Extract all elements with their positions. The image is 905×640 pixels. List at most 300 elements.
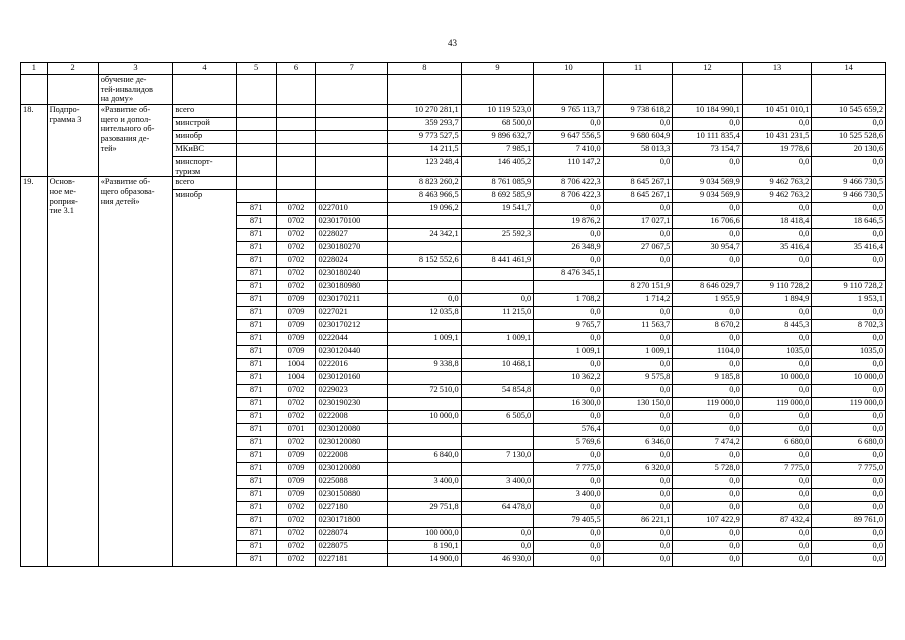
value-cell: 119 000,0 (673, 398, 743, 411)
value-cell: 68 500,0 (461, 117, 534, 130)
grbs-code: 871 (236, 541, 276, 554)
value-cell (461, 268, 534, 281)
csr-code: 0230120080 (316, 424, 388, 437)
table-cell (276, 143, 316, 156)
grbs-code: 871 (236, 229, 276, 242)
csr-code: 0230170100 (316, 216, 388, 229)
csr-code: 0228074 (316, 528, 388, 541)
value-cell (461, 437, 534, 450)
value-cell: 0,0 (534, 229, 604, 242)
csr-code: 0230120440 (316, 346, 388, 359)
value-cell: 8 670,2 (673, 320, 743, 333)
value-cell: 0,0 (812, 476, 886, 489)
csr-code: 0222008 (316, 450, 388, 463)
value-cell: 0,0 (534, 450, 604, 463)
value-cell (534, 281, 604, 294)
table-cell (461, 75, 534, 105)
value-cell (388, 515, 462, 528)
table-cell (173, 75, 236, 105)
grbs-code: 871 (236, 424, 276, 437)
value-cell: 0,0 (742, 489, 812, 502)
value-cell: 9 896 632,7 (461, 130, 534, 143)
csr-code: 0230190230 (316, 398, 388, 411)
rzpr-code: 0709 (276, 463, 316, 476)
value-cell: 3 400,0 (534, 489, 604, 502)
value-cell: 0,0 (603, 424, 673, 437)
value-cell (388, 437, 462, 450)
value-cell: 18 418,4 (742, 216, 812, 229)
value-cell: 0,0 (673, 229, 743, 242)
value-cell: 576,4 (534, 424, 604, 437)
value-cell: 0,0 (742, 229, 812, 242)
rzpr-code: 0709 (276, 294, 316, 307)
value-cell: 25 592,3 (461, 229, 534, 242)
cell-line: Подпро- (49, 104, 80, 114)
value-cell: 26 348,9 (534, 242, 604, 255)
value-cell: 20 130,6 (812, 143, 886, 156)
value-cell: 0,0 (742, 528, 812, 541)
event-title (98, 177, 173, 567)
value-cell (388, 398, 462, 411)
value-cell (388, 346, 462, 359)
value-cell: 0,0 (603, 554, 673, 567)
value-cell: 0,0 (603, 502, 673, 515)
value-cell: 0,0 (534, 255, 604, 268)
value-cell: 0,0 (673, 307, 743, 320)
value-cell: 1 708,2 (534, 294, 604, 307)
value-cell: 0,0 (534, 554, 604, 567)
table-cell (236, 156, 276, 176)
value-cell: 5 769,6 (534, 437, 604, 450)
value-cell: 1035,0 (742, 346, 812, 359)
value-cell: 9 110 728,2 (812, 281, 886, 294)
value-cell: 7 410,0 (534, 143, 604, 156)
value-cell: 0,0 (603, 333, 673, 346)
value-cell: 89 761,0 (812, 515, 886, 528)
value-cell: 0,0 (812, 411, 886, 424)
value-cell: 1 009,1 (461, 333, 534, 346)
rzpr-code: 0702 (276, 255, 316, 268)
value-cell: 0,0 (534, 117, 604, 130)
value-cell: 0,0 (603, 450, 673, 463)
table-cell (236, 143, 276, 156)
rzpr-code: 0709 (276, 450, 316, 463)
value-cell: 9 110 728,2 (742, 281, 812, 294)
cell-line: туризм (175, 166, 201, 176)
value-cell: 8 152 552,6 (388, 255, 462, 268)
table-cell (236, 177, 276, 190)
value-cell (461, 424, 534, 437)
value-cell: 0,0 (812, 554, 886, 567)
value-cell (461, 463, 534, 476)
value-cell: 10 111 835,4 (673, 130, 743, 143)
grbs-code: 871 (236, 515, 276, 528)
grbs-code: 871 (236, 359, 276, 372)
column-header: 3 (98, 63, 173, 75)
value-cell: 0,0 (603, 203, 673, 216)
value-cell: 0,0 (534, 476, 604, 489)
grbs-code: 871 (236, 398, 276, 411)
value-cell: 0,0 (742, 554, 812, 567)
value-cell: 0,0 (742, 359, 812, 372)
column-header: 14 (812, 63, 886, 75)
csr-code: 0229023 (316, 385, 388, 398)
table-row (21, 104, 886, 117)
value-cell: 0,0 (461, 294, 534, 307)
column-header: 7 (316, 63, 388, 75)
value-cell: 10 000,0 (388, 411, 462, 424)
value-cell: 6 346,0 (603, 437, 673, 450)
cell-line: тей-инвалидов (100, 84, 153, 94)
value-cell: 0,0 (812, 359, 886, 372)
value-cell: 0,0 (742, 333, 812, 346)
grbs-code: 871 (236, 463, 276, 476)
value-cell: 0,0 (742, 255, 812, 268)
table-cell (236, 104, 276, 117)
table-cell (276, 104, 316, 117)
value-cell: 9 575,8 (603, 372, 673, 385)
value-cell: 8 761 085,9 (461, 177, 534, 190)
csr-code: 0230170211 (316, 294, 388, 307)
csr-code: 0222044 (316, 333, 388, 346)
value-cell: 8 645 267,1 (603, 190, 673, 203)
value-cell: 8 270 151,9 (603, 281, 673, 294)
rzpr-code: 0702 (276, 437, 316, 450)
value-cell: 10 119 523,0 (461, 104, 534, 117)
event-name (47, 177, 98, 567)
cell-line: «Развитие об- (100, 177, 151, 187)
value-cell (461, 346, 534, 359)
value-cell: 0,0 (812, 117, 886, 130)
rzpr-code: 0709 (276, 489, 316, 502)
value-cell: 35 416,4 (742, 242, 812, 255)
value-cell: 0,0 (534, 411, 604, 424)
csr-code: 0228027 (316, 229, 388, 242)
csr-code: 0227180 (316, 502, 388, 515)
value-cell: 0,0 (812, 424, 886, 437)
cell-line: «Развитие об- (100, 104, 151, 114)
value-cell: 0,0 (742, 117, 812, 130)
csr-code: 0230180240 (316, 268, 388, 281)
executor (173, 156, 236, 176)
value-cell: 6 840,0 (388, 450, 462, 463)
table-cell (673, 75, 743, 105)
executor: МКиВС (173, 143, 236, 156)
value-cell: 19 541,7 (461, 203, 534, 216)
cell-line: щего и допол- (100, 114, 151, 124)
value-cell: 1 009,1 (534, 346, 604, 359)
value-cell: 0,0 (603, 411, 673, 424)
grbs-code: 871 (236, 437, 276, 450)
value-cell: 10 468,1 (461, 359, 534, 372)
value-cell: 10 000,0 (742, 372, 812, 385)
rzpr-code: 0702 (276, 502, 316, 515)
table-cell (812, 75, 886, 105)
value-cell: 18 646,5 (812, 216, 886, 229)
cell-line: на дому» (100, 94, 134, 104)
value-cell (461, 320, 534, 333)
csr-code: 0230120080 (316, 437, 388, 450)
value-cell: 100 000,0 (388, 528, 462, 541)
value-cell: 7 775,0 (534, 463, 604, 476)
value-cell: 0,0 (673, 385, 743, 398)
table-cell (276, 117, 316, 130)
rzpr-code: 0702 (276, 229, 316, 242)
value-cell: 73 154,7 (673, 143, 743, 156)
value-cell (388, 242, 462, 255)
column-header: 8 (388, 63, 462, 75)
value-cell: 146 405,2 (461, 156, 534, 176)
table-cell (276, 190, 316, 203)
rzpr-code: 1004 (276, 359, 316, 372)
cell-line: разования де- (100, 133, 150, 143)
value-cell (388, 281, 462, 294)
grbs-code: 871 (236, 203, 276, 216)
grbs-code: 871 (236, 528, 276, 541)
value-cell: 8 706 422,3 (534, 190, 604, 203)
grbs-code: 871 (236, 411, 276, 424)
value-cell: 0,0 (603, 117, 673, 130)
value-cell (461, 216, 534, 229)
value-cell: 0,0 (603, 476, 673, 489)
value-cell: 6 320,0 (603, 463, 673, 476)
value-cell: 14 211,5 (388, 143, 462, 156)
value-cell: 29 751,8 (388, 502, 462, 515)
value-cell (812, 268, 886, 281)
cell-line: минспорт- (175, 156, 213, 166)
executor: всего (173, 177, 236, 190)
cell-line: тие 3.1 (49, 206, 74, 216)
grbs-code: 871 (236, 307, 276, 320)
value-cell: 9 738 618,2 (603, 104, 673, 117)
rzpr-code: 0702 (276, 268, 316, 281)
value-cell: 35 416,4 (812, 242, 886, 255)
value-cell: 107 422,9 (673, 515, 743, 528)
value-cell (461, 372, 534, 385)
value-cell: 0,0 (742, 411, 812, 424)
value-cell: 9 466 730,5 (812, 190, 886, 203)
rzpr-code: 0702 (276, 528, 316, 541)
grbs-code: 871 (236, 476, 276, 489)
table-cell (316, 143, 388, 156)
value-cell: 6 680,0 (742, 437, 812, 450)
value-cell: 24 342,1 (388, 229, 462, 242)
rzpr-code: 0702 (276, 203, 316, 216)
column-header: 12 (673, 63, 743, 75)
value-cell: 86 221,1 (603, 515, 673, 528)
value-cell: 0,0 (673, 450, 743, 463)
value-cell: 0,0 (534, 359, 604, 372)
value-cell: 10 525 528,6 (812, 130, 886, 143)
value-cell: 0,0 (534, 528, 604, 541)
value-cell: 0,0 (812, 156, 886, 176)
grbs-code: 871 (236, 489, 276, 502)
page-number: 43 (448, 38, 457, 48)
value-cell: 3 400,0 (461, 476, 534, 489)
value-cell: 0,0 (603, 489, 673, 502)
value-cell: 0,0 (603, 229, 673, 242)
executor: минстрой (173, 117, 236, 130)
cell-line: нительного об- (100, 124, 155, 134)
row-number: 19. (21, 177, 48, 567)
value-cell (742, 268, 812, 281)
value-cell (603, 268, 673, 281)
value-cell: 10 000,0 (812, 372, 886, 385)
rzpr-code: 0702 (276, 554, 316, 567)
value-cell: 0,0 (812, 450, 886, 463)
value-cell: 0,0 (742, 502, 812, 515)
value-cell: 0,0 (673, 502, 743, 515)
value-cell: 0,0 (534, 385, 604, 398)
program-name (47, 104, 98, 176)
value-cell: 8 445,3 (742, 320, 812, 333)
value-cell: 0,0 (742, 450, 812, 463)
value-cell: 30 954,7 (673, 242, 743, 255)
value-cell: 0,0 (812, 489, 886, 502)
grbs-code: 871 (236, 294, 276, 307)
value-cell: 1 009,1 (388, 333, 462, 346)
grbs-code: 871 (236, 268, 276, 281)
executor: всего (173, 104, 236, 117)
value-cell: 11 563,7 (603, 320, 673, 333)
rzpr-code: 0702 (276, 385, 316, 398)
value-cell: 0,0 (603, 385, 673, 398)
value-cell: 46 930,0 (461, 554, 534, 567)
grbs-code: 871 (236, 502, 276, 515)
value-cell: 12 035,8 (388, 307, 462, 320)
value-cell: 8 646 029,7 (673, 281, 743, 294)
grbs-code: 871 (236, 385, 276, 398)
table-cell (236, 75, 276, 105)
value-cell (388, 268, 462, 281)
table-cell (316, 156, 388, 176)
table-cell (316, 190, 388, 203)
value-cell: 0,0 (673, 333, 743, 346)
row-number: 18. (21, 104, 48, 176)
csr-code: 0222008 (316, 411, 388, 424)
value-cell: 0,0 (534, 307, 604, 320)
value-cell: 9 466 730,5 (812, 177, 886, 190)
value-cell: 0,0 (603, 255, 673, 268)
value-cell: 0,0 (673, 411, 743, 424)
table-row (21, 177, 886, 190)
value-cell: 9 034 569,9 (673, 190, 743, 203)
csr-code: 0230120160 (316, 372, 388, 385)
value-cell: 123 248,4 (388, 156, 462, 176)
value-cell: 1 955,9 (673, 294, 743, 307)
value-cell: 1 953,1 (812, 294, 886, 307)
value-cell: 0,0 (812, 203, 886, 216)
value-cell: 7 985,1 (461, 143, 534, 156)
continuation-row (21, 75, 886, 105)
value-cell (388, 489, 462, 502)
csr-code: 0227181 (316, 554, 388, 567)
csr-code: 0227021 (316, 307, 388, 320)
value-cell: 8 645 267,1 (603, 177, 673, 190)
value-cell: 1035,0 (812, 346, 886, 359)
rzpr-code: 0709 (276, 476, 316, 489)
table-cell (276, 130, 316, 143)
value-cell (461, 242, 534, 255)
table-cell (534, 75, 604, 105)
cell-line: ное ме- (49, 186, 76, 196)
value-cell: 0,0 (673, 117, 743, 130)
value-cell: 5 728,0 (673, 463, 743, 476)
value-cell: 0,0 (673, 476, 743, 489)
value-cell: 8 476 345,1 (534, 268, 604, 281)
value-cell: 7 474,2 (673, 437, 743, 450)
value-cell: 0,0 (673, 359, 743, 372)
value-cell: 6 505,0 (461, 411, 534, 424)
cell-line: Основ- (49, 177, 75, 187)
cell-line: грамма 3 (49, 114, 82, 124)
value-cell: 7 130,0 (461, 450, 534, 463)
column-header: 11 (603, 63, 673, 75)
value-cell: 7 775,0 (812, 463, 886, 476)
table-cell (276, 75, 316, 105)
value-cell: 8 463 966,5 (388, 190, 462, 203)
column-header: 2 (47, 63, 98, 75)
rzpr-code: 0702 (276, 411, 316, 424)
grbs-code: 871 (236, 450, 276, 463)
rzpr-code: 0709 (276, 346, 316, 359)
value-cell: 0,0 (742, 203, 812, 216)
value-cell: 359 293,7 (388, 117, 462, 130)
table-cell (388, 75, 462, 105)
value-cell: 19 876,2 (534, 216, 604, 229)
value-cell: 6 680,0 (812, 437, 886, 450)
value-cell: 0,0 (534, 541, 604, 554)
grbs-code: 871 (236, 554, 276, 567)
grbs-code: 871 (236, 346, 276, 359)
value-cell: 9 765 113,7 (534, 104, 604, 117)
column-header: 10 (534, 63, 604, 75)
value-cell: 0,0 (812, 255, 886, 268)
grbs-code: 871 (236, 320, 276, 333)
continuation-text (98, 75, 173, 105)
value-cell: 9 765,7 (534, 320, 604, 333)
value-cell: 130 150,0 (603, 398, 673, 411)
value-cell: 9 462 763,2 (742, 177, 812, 190)
value-cell: 10 431 231,5 (742, 130, 812, 143)
table-cell (603, 75, 673, 105)
table-cell (236, 117, 276, 130)
value-cell (388, 424, 462, 437)
value-cell: 9 680 604,9 (603, 130, 673, 143)
csr-code: 0228075 (316, 541, 388, 554)
value-cell: 19 096,2 (388, 203, 462, 216)
csr-code: 0230180270 (316, 242, 388, 255)
value-cell: 10 362,2 (534, 372, 604, 385)
value-cell: 0,0 (534, 333, 604, 346)
value-cell (461, 489, 534, 502)
csr-code: 0222016 (316, 359, 388, 372)
value-cell: 0,0 (742, 307, 812, 320)
value-cell: 0,0 (812, 385, 886, 398)
column-header: 5 (236, 63, 276, 75)
column-header: 6 (276, 63, 316, 75)
value-cell: 11 215,0 (461, 307, 534, 320)
value-cell: 0,0 (603, 156, 673, 176)
value-cell: 9 773 527,5 (388, 130, 462, 143)
value-cell: 0,0 (812, 502, 886, 515)
value-cell (461, 515, 534, 528)
value-cell: 1 714,2 (603, 294, 673, 307)
value-cell: 10 270 281,1 (388, 104, 462, 117)
rzpr-code: 0709 (276, 320, 316, 333)
value-cell: 8 441 461,9 (461, 255, 534, 268)
column-header: 1 (21, 63, 48, 75)
